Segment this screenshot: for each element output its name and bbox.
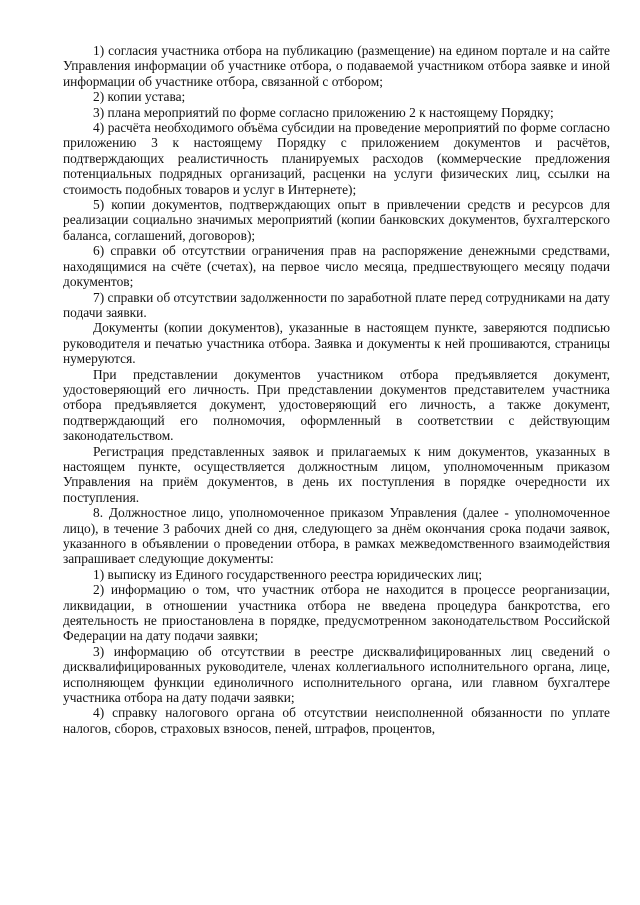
paragraph-salary-debt-certificate: 7) справки об отсутствии задолженности по заработной плате перед сотрудниками на дату подачи заявки. (63, 289, 610, 320)
paragraph-application-registration: Регистрация представленных заявок и прилагаемых к ним документов, указанных в настоящем пункте, осуществляется должностным лицом, уполномоченным приказом Управления на приём документов, в день их поступления в порядке очередности их поступления. (63, 443, 610, 505)
paragraph-charter-copy: 2) копии устава; (93, 89, 186, 105)
paragraph-experience-documents: 5) копии документов, подтверждающих опыт в привлечении средств и ресурсов для реализации социально значимых мероприятий (копии банковских документов, бухгалтерского баланса, соглашений, договоров); (63, 197, 610, 243)
paragraph-identity-document: При представлении документов участником отбора предъявляется документ, удостоверяющий его личность. При представлении документов представителем участника отбора предъявляется документ, удостоверяющий его личность, а также документ, подтверждающий его полномочия, оформленный в соответствии с действующим законодательством. (63, 366, 610, 444)
paragraph-reorganization-info: 2) информацию о том, что участник отбора не находится в процессе реорганизации, ликвидации, в отношении участника отбора не введена процедура банкротства, его деятельность не приостановлена в порядке, предусмотренном законодательством Российской Федерации на дату подачи заявки; (63, 582, 610, 644)
paragraph-item-8-authorized-person: 8. Должностное лицо, уполномоченное приказом Управления (далее - уполномоченное лицо), в течение 3 рабочих дней со дня, следующего за днём окончания срока подачи заявок, указанного в объявлении о проведении отбора, в рамках межведомственного взаимодействия запрашивает следующие документы: (63, 505, 610, 567)
paragraph-documents-certification: Документы (копии документов), указанные в настоящем пункте, заверяются подписью руководителя и печатью участника отбора. Заявка и документы к ней прошиваются, страницы нумеруются. (63, 320, 610, 367)
paragraph-tax-certificate: 4) справку налогового органа об отсутствии неисполненной обязанности по уплате налогов, сборов, страховых взносов, пеней, штрафов, процентов, (63, 705, 610, 736)
paragraph-subsidy-calculation: 4) расчёта необходимого объёма субсидии на проведение мероприятий по форме согласно приложению 3 к настоящему Порядку с приложением документов и расчётов, подтверждающих реалистичность планируемых расходов (коммерческие предложения потенциальных подрядных организаций, расценки на услуги физических лиц, ссылки на стоимость подобных товаров и услуг в Интернете); (63, 120, 610, 197)
paragraph-disqualified-persons-info: 3) информацию об отсутствии в реестре дисквалифицированных лиц сведений о дисквалифицированных руководителе, членах коллегиального исполнительного органа, лице, исполняющем функции единоличного исполнительного органа, или главном бухгалтере участника отбора на дату подачи заявки; (63, 643, 610, 706)
paragraph-egrul-extract: 1) выписку из Единого государственного реестра юридических лиц; (93, 566, 483, 582)
paragraph-funds-restriction-certificate: 6) справки об отсутствии ограничения прав на распоряжение денежными средствами, находящимися на счёте (счетах), на первое число месяца, предшествующего месяцу подачи документов; (63, 243, 610, 290)
paragraph-event-plan: 3) плана мероприятий по форме согласно приложению 2 к настоящему Порядку; (93, 104, 554, 120)
paragraph-consent-publication: 1) согласия участника отбора на публикацию (размещение) на едином портале и на сайте Управления информации об участнике отбора, о подаваемой участником отбора заявке и иной информации об участнике отбора, связанной с отбором; (63, 43, 610, 89)
